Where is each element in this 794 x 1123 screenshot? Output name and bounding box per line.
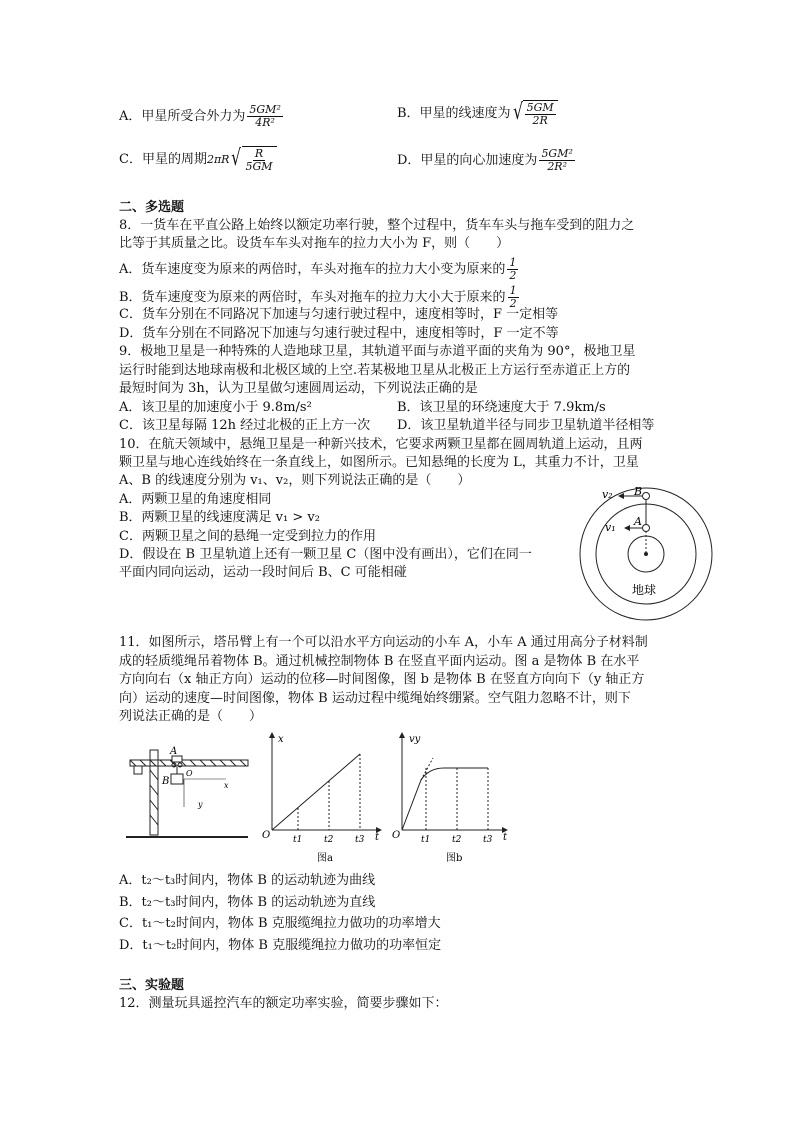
q8-a-half-den: 2 [509,269,517,282]
crane-label-o: O [186,769,193,778]
q7-a-den: 4R² [255,116,275,129]
q7-d-fraction [539,148,574,173]
section-experiment-heading: 三、实验题 [119,978,185,993]
graph-a-displacement-time [262,732,382,864]
q9-option-b: B．该卫星的环绕速度大于 7.9km/s [397,400,606,415]
label-b: B [634,485,643,498]
q11-stem-line1: 11．如图所示，塔吊臂上有一个可以沿水平方向运动的小车 A，小车 A 通过用高分子材料制 [119,635,648,650]
q7-option-d-text: D．甲星的向心加速度为 [397,153,538,168]
q10-option-a: A．两颗卫星的角速度相同 [119,492,272,507]
graph-b-t2: t2 [452,835,462,845]
tethered-satellite-diagram [578,483,718,623]
q7-b-sqrt: √ $\frac{5GM}{2R}$ [511,100,558,127]
graph-a-origin: O [262,830,271,841]
q7-option-d [397,148,577,173]
graph-a-t2: t2 [324,835,334,845]
q7-option-c-text: C．甲星的周期 [119,152,207,167]
q11-stem-line5: 列说法正确的是（ ） [119,709,263,724]
graph-b-t1: t1 [421,835,431,845]
crane-label-a: A [170,746,178,757]
q9-option-c: C．该卫星每隔 12h 经过北极的正上方一次 [119,418,371,433]
label-earth: 地球 [632,583,657,597]
graph-b-y-label: vy [409,734,421,745]
q11-stem-line4: 向）运动的速度—时间图像，物体 B 运动过程中缆绳始终绷紧。空气阻力忽略不计，则下 [119,691,631,706]
graph-a-y-label: x [278,734,284,745]
q9-option-d: D．该卫星轨道半径与同步卫星轨道半径相等 [397,418,655,433]
q10-stem-line1: 10．在航天领域中，悬绳卫星是一种新兴技术，它要求两颗卫星都在圆周轨道上运动，且两 [119,437,643,452]
q8-option-d: D．货车分别在不同路况下加速与匀速行驶过程中，速度相等时，F 一定不等 [119,326,559,341]
q8-a-half-num: 1 [509,256,517,269]
label-a: A [634,515,642,528]
q7-d-den: 2R² [547,160,568,173]
q7-option-a-text: A．甲星所受合外力为 [119,109,246,124]
q8-a-half [507,257,518,282]
q11-option-d: D．t₁～t₂时间内，物体 B 克服缆绳拉力做功的功率恒定 [119,938,442,953]
q8-option-a-text: A．货车速度变为原来的两倍时，车头对拖车的拉力大小变为原来的 [119,262,506,277]
q9-stem-line3: 最短时间为 3h，认为卫星做匀速圆周运动，下列说法正确的是 [119,381,478,396]
q8-option-c: C．货车分别在不同路况下加速与匀速行驶过程中，速度相等时，F 一定相等 [119,307,559,322]
q11-stem-line2: 成的轻质缆绳吊着物体 B。通过机械控制物体 B 在竖直平面内运动。图 a 是物体 B 在水平 [119,654,640,669]
q8-b-half-den: 2 [509,297,517,310]
q11-option-c: C．t₁～t₂时间内，物体 B 克服缆绳拉力做功的功率增大 [119,916,441,931]
satellite-b [643,493,650,500]
q10-option-c: C．两颗卫星之间的悬绳一定受到拉力的作用 [119,529,376,544]
crane-label-b: B [162,776,170,787]
q7-c-sqrt: √ $\frac{R}{5GM}$ [229,146,276,173]
graph-a-caption: 图a [317,853,333,864]
q7-option-b [397,100,558,127]
q10-option-b: B．两颗卫星的线速度满足 v₁ > v₂ [119,510,320,525]
crane-and-graphs-figure [126,730,516,870]
q7-d-num: 5GM² [541,147,573,160]
q7-b-den: 2R [532,114,548,127]
q9-stem-line1: 9．极地卫星是一种特殊的人造地球卫星，其轨道平面与赤道平面的夹角为 90°，极地卫星 [119,344,636,359]
q10-option-d-line1: D．假设在 B 卫星轨道上还有一颗卫星 C（图中没有画出），它们在同一 [119,547,532,562]
label-v2: v₂ [602,488,613,501]
graph-b-origin: O [392,830,401,841]
q10-stem-line2: 颗卫星与地心连线始终在一条直线上，如图所示。已知悬绳的长度为 L，其重力不计，卫星 [119,455,639,470]
graph-b-velocity-time [392,732,508,864]
q9-option-a: A．该卫星的加速度小于 9.8m/s² [119,400,312,415]
q7-a-fraction [247,104,282,129]
q7-c-num: R [254,147,264,160]
crane-label-y: y [198,800,203,809]
q7-a-num: 5GM² [249,103,281,116]
label-v1: v₁ [605,521,616,534]
graph-a-t3: t3 [355,835,365,845]
q12-stem-line1: 12．测量玩具遥控汽车的额定功率实验，简要步骤如下： [119,996,448,1011]
q10-stem-line3: A、B 的线速度分别为 v₁、v₂，则下列说法正确的是（ ） [119,473,471,488]
q7-option-a [119,104,285,129]
q8-option-b-text: B．货车速度变为原来的两倍时，车头对拖车的拉力大小大于原来的 [119,290,506,305]
q8-b-half-num: 1 [509,284,517,297]
q8-option-a [119,257,520,282]
tower-crane-drawing [126,750,248,837]
q7-b-num: 5GM [526,101,554,114]
graph-b-t3: t3 [483,835,493,845]
q8-stem-line2: 比等于其质量之比。设货车车头对拖车的拉力大小为 F，则（ ） [119,236,510,251]
graph-a-t-axis-label: t [375,832,380,843]
q11-option-b: B．t₂～t₃时间内，物体 B 的运动轨迹为直线 [119,895,376,910]
graph-b-caption: 图b [446,853,463,864]
q7-c-den: 5GM [245,160,273,173]
q7-option-b-text: B．甲星的线速度为 [397,106,511,121]
graph-a-t1: t1 [293,835,303,845]
q11-option-a: A．t₂～t₃时间内，物体 B 的运动轨迹为曲线 [119,873,376,888]
section-multi-choice-heading: 二、多选题 [119,200,185,215]
crane-label-x: x [224,781,229,790]
q10-option-d-line2: 平面内同向运动，运动一段时间后 B、C 可能相碰 [119,565,407,580]
q7-c-coef: 2πR [206,153,230,166]
satellite-a [643,525,650,532]
q7-option-c [119,146,277,173]
q8-stem-line1: 8．一货车在平直公路上始终以额定功率行驶，整个过程中，货车车头与拖车受到的阻力之 [119,218,635,233]
q11-stem-line3: 方向向右（x 轴正方向）运动的位移—时间图像，图 b 是物体 B 在竖直方向向下（y 轴正方 [119,672,645,687]
q9-stem-line2: 运行时能到达地球南极和北极区域的上空.若某极地卫星从北极正上方运行至赤道正上方的 [119,363,631,378]
graph-b-t-axis-label: t [503,832,508,843]
